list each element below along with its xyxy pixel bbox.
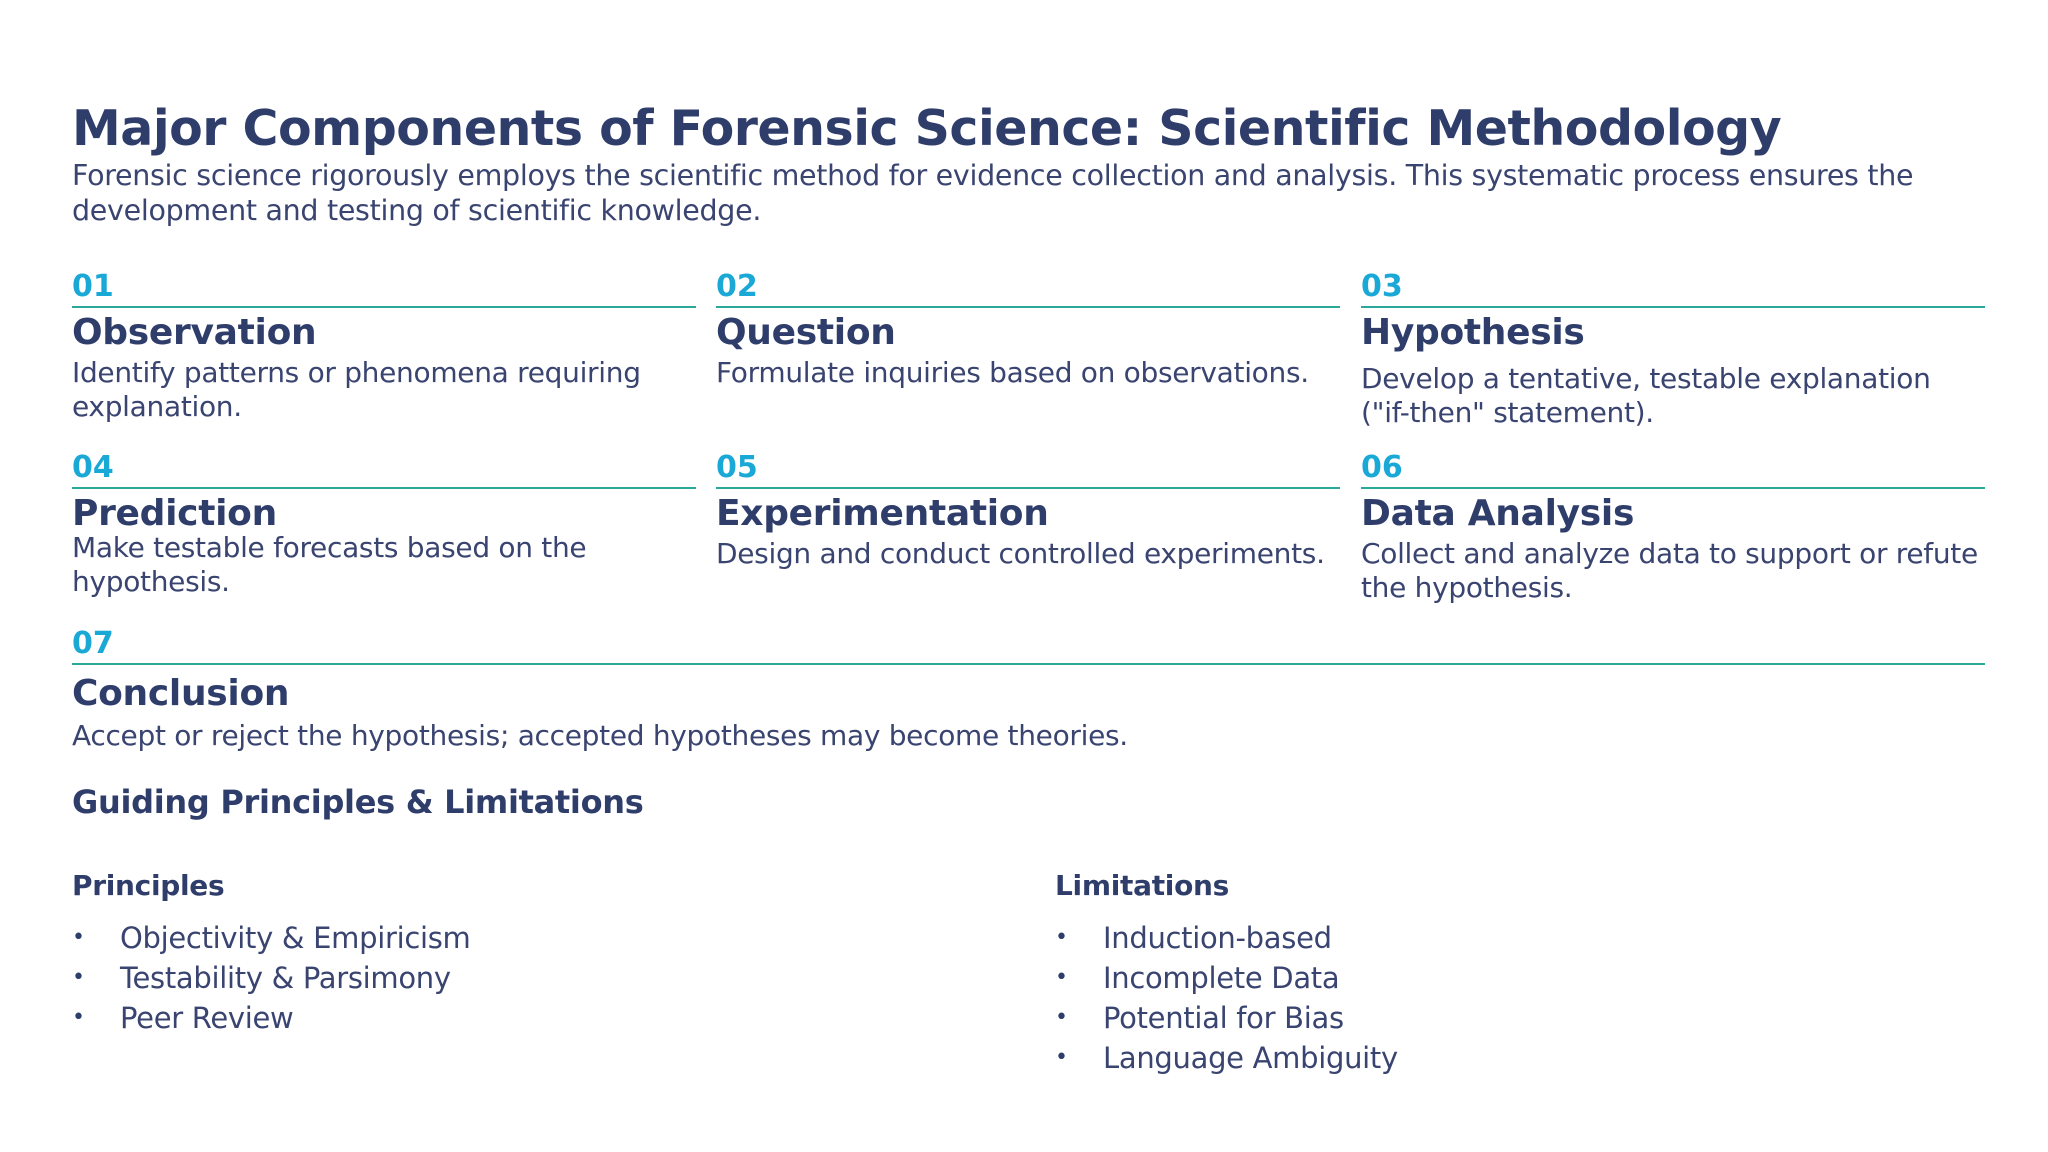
principles-limitations-heading: Guiding Principles & Limitations <box>72 783 644 821</box>
step-divider <box>72 487 696 489</box>
limitations-column <box>1055 868 1398 1078</box>
list-item <box>1055 958 1398 998</box>
step-hypothesis <box>1361 270 1985 430</box>
list-item-text: Objectivity & Empiricism <box>120 921 471 955</box>
step-number: 04 <box>72 450 114 485</box>
step-observation <box>72 270 696 424</box>
step-title: Question <box>716 312 896 353</box>
list-item-text: Language Ambiguity <box>1103 1041 1398 1075</box>
list-item <box>1055 1038 1398 1078</box>
step-number: 05 <box>716 450 758 485</box>
principles-column <box>72 868 471 1038</box>
bullet-icon: • <box>1055 1005 1068 1030</box>
step-conclusion <box>72 627 1985 753</box>
step-description: Accept or reject the hypothesis; accepted hypotheses may become theories. <box>72 719 1128 752</box>
step-title: Observation <box>72 312 317 353</box>
step-data-analysis <box>1361 451 1985 605</box>
list-item-text: Incomplete Data <box>1103 961 1340 995</box>
list-item-text: Testability & Parsimony <box>120 961 451 995</box>
step-description: Make testable forecasts based on the hypothesis. <box>72 531 587 598</box>
step-title: Conclusion <box>72 673 290 714</box>
step-divider <box>716 306 1340 308</box>
step-divider <box>1361 487 1985 489</box>
step-number: 06 <box>1361 450 1403 485</box>
limitations-title: Limitations <box>1055 869 1230 902</box>
step-description: Identify patterns or phenomena requiring explanation. <box>72 356 641 423</box>
slide <box>72 100 1988 1075</box>
principles-title: Principles <box>72 869 225 902</box>
step-divider <box>1361 306 1985 308</box>
step-number: 01 <box>72 269 114 304</box>
step-experimentation <box>716 451 1340 571</box>
step-title: Prediction <box>72 493 277 534</box>
bullet-icon: • <box>1055 965 1068 990</box>
step-divider <box>72 663 1985 665</box>
step-description: Develop a tentative, testable explanation ("if-then" statement). <box>1361 362 1931 429</box>
step-title: Experimentation <box>716 493 1049 534</box>
page-title: Major Components of Forensic Science: Scientific Methodology <box>72 100 1782 157</box>
step-description: Formulate inquiries based on observations. <box>716 356 1309 389</box>
step-divider <box>72 306 696 308</box>
step-description: Design and conduct controlled experiments. <box>716 537 1325 570</box>
step-number: 02 <box>716 269 758 304</box>
step-number: 03 <box>1361 269 1403 304</box>
list-item-text: Potential for Bias <box>1103 1001 1344 1035</box>
step-question <box>716 270 1340 390</box>
principles-list <box>72 918 471 1038</box>
limitations-list <box>1055 918 1398 1078</box>
bullet-icon: • <box>72 925 85 950</box>
step-title: Hypothesis <box>1361 312 1585 353</box>
bullet-icon: • <box>72 1005 85 1030</box>
list-item <box>72 958 471 998</box>
bullet-icon: • <box>72 965 85 990</box>
step-divider <box>716 487 1340 489</box>
step-title: Data Analysis <box>1361 493 1635 534</box>
step-prediction <box>72 451 696 599</box>
list-item-text: Induction-based <box>1103 921 1332 955</box>
list-item-text: Peer Review <box>120 1001 294 1035</box>
bullet-icon: • <box>1055 925 1068 950</box>
list-item <box>1055 998 1398 1038</box>
step-number: 07 <box>72 626 114 661</box>
bullet-icon: • <box>1055 1045 1068 1070</box>
list-item <box>72 998 471 1038</box>
step-description: Collect and analyze data to support or refute the hypothesis. <box>1361 537 1978 604</box>
list-item <box>1055 918 1398 958</box>
list-item <box>72 918 471 958</box>
page-subtitle: Forensic science rigorously employs the scientific method for evidence collection and analysis. This systematic process ensures the development and testing of scientific knowledge. <box>72 159 1914 227</box>
